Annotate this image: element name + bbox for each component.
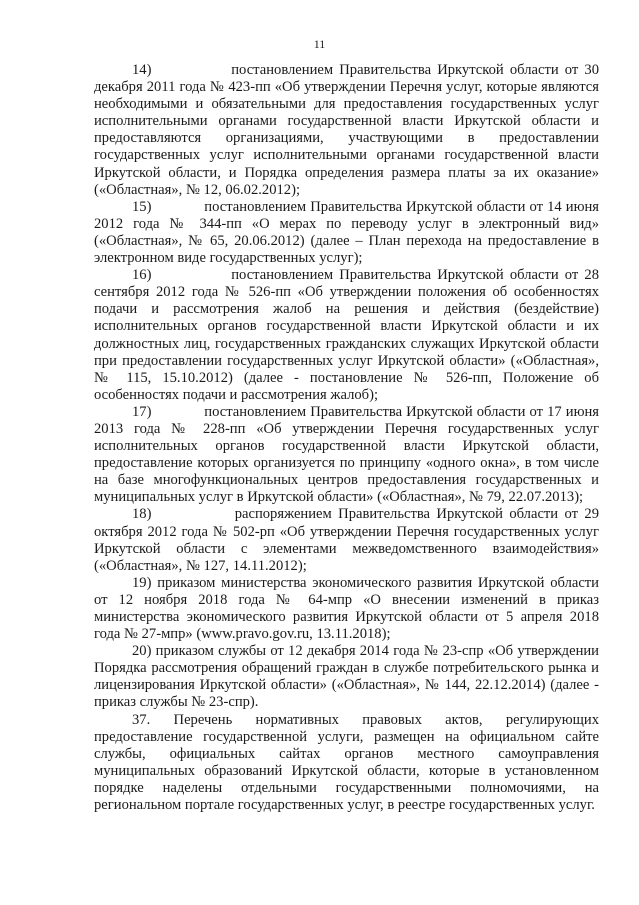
paragraph-item-14: 14) постановлением Правительства Иркутской области от 30 декабря 2011 года № 423-пп «Об утверждении Перечня услуг, которые являются необходимыми и обязательными для предоставления государственных услуг исполнительными органами государственной власти Иркутской области и предоставляются организациями, участвующими в предоставлении государственных услуг исполнительными органами государственной власти Иркутской области, и Порядка определения размера платы за их оказание» («Областная», № 12, 06.02.2012); [94,62,599,198]
paragraph-item-20: 20) приказом службы от 12 декабря 2014 года № 23-спр «Об утверждении Порядка рассмотрения обращений граждан в службе потребительского рынка и лицензирования Иркутской области» («Областная», № 144, 22.12.2014) (далее - приказ службы № 23-спр). [94,643,599,711]
paragraph-item-18: 18) распоряжением Правительства Иркутской области от 29 октября 2012 года № 502-рп «Об утверждении Перечня государственных услуг Иркутской области с элементами межведомственного взаимодействия» («Областная», № 127, 14.11.2012); [94,506,599,574]
paragraph-item-19: 19) приказом министерства экономического развития Иркутской области от 12 ноября 2018 года № 64-мпр «О внесении изменений в приказ министерства экономического развития Иркутской области от 5 апреля 2018 года № 27-мпр» (www.pravo.gov.ru, 13.11.2018); [94,574,599,643]
paragraph-item-17: 17) постановлением Правительства Иркутской области от 17 июня 2013 года № 228-пп «Об утверждении Перечня государственных услуг исполнительных органов государственной власти Иркутской области, предоставление которых организуется по принципу «одного окна», в том числе на базе многофункциональных центров предоставления государственных и муниципальных услуг в Иркутской области» («Областная», № 79, 22.07.2013); [94,403,599,506]
page-number: 11 [313,37,326,51]
document-body [94,62,599,814]
paragraph-item-16: 16) постановлением Правительства Иркутской области от 28 сентября 2012 года № 526-пп «Об утверждении положения об особенностях подачи и рассмотрения жалоб на решения и действия (бездействие) исполнительных органов государственной власти Иркутской области и их должностных лиц, государственных гражданских служащих Иркутской области при предоставлении государственных услуг Иркутской области» («Областная», № 115, 15.10.2012) (далее - постановление № 526-пп, Положение об особенностях подачи и рассмотрения жалоб); [94,267,599,403]
paragraph-clause-37: 37. Перечень нормативных правовых актов, регулирующих предоставление государственной услуги, размещен на официальном сайте службы, официальных сайтах органов местного самоуправления муниципальных образований Иркутской области, которые в установленном порядке наделены отдельными государственными полномочиями, на региональном портале государственных услуг, в реестре государственных услуг. [94,711,599,814]
paragraph-item-15: 15) постановлением Правительства Иркутской области от 14 июня 2012 года № 344-пп «О мерах по переводу услуг в электронный вид» («Областная», № 65, 20.06.2012) (далее – План перехода на предоставление в электронном виде государственных услуг); [94,198,599,267]
